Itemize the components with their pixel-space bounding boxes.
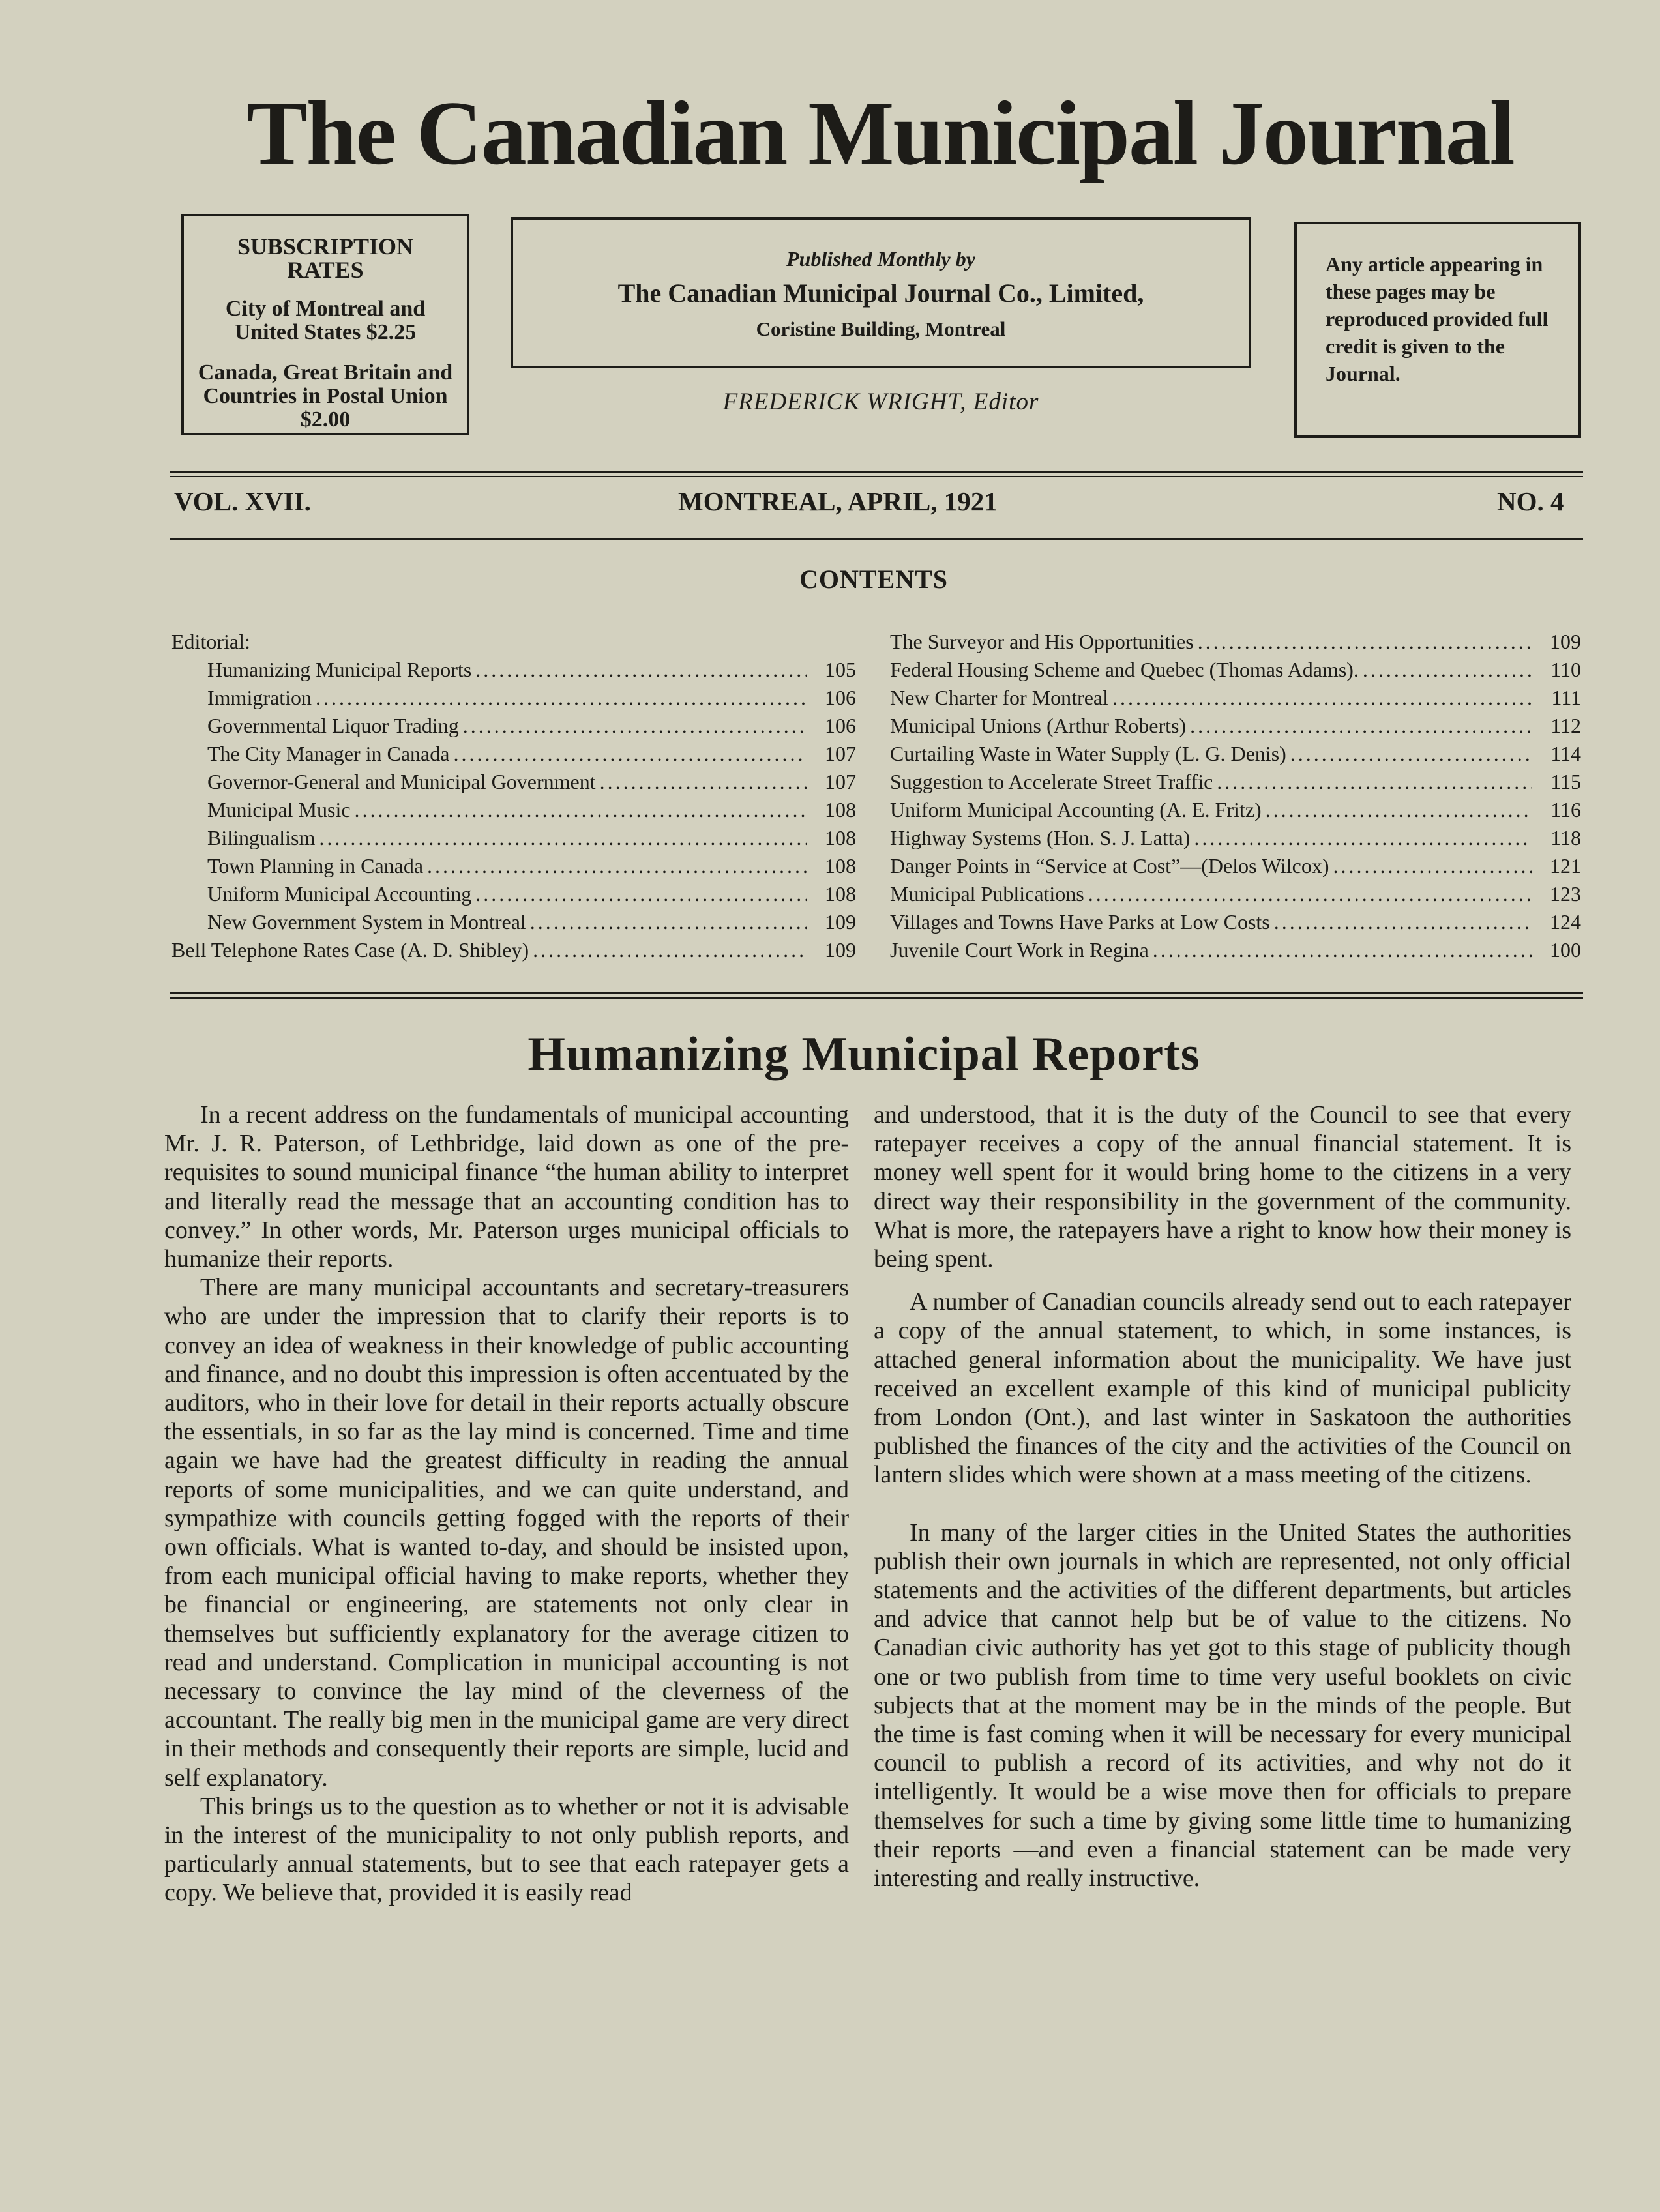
article-paragraph: In many of the larger cities in the United States the authorities publish their own journals in which are represented, not only official statements and the activities of the different departments, but articles and advice that cannot help but be of value to the citizens. No Canadian civic authority has yet got to this stage of publicity though one or two publish from time to time very useful booklets on civic subjects that at the moment may be in the minds of the people. But the time is fast coming when it will be necessary for every municipal council to publish a record of its activities, and why not do it intelligently. It would be a wise move then for officials to prepare themselves for such a time by giving some little time to humanizing their reports —and even a financial statement can be made very interesting and really instructive. (874, 1518, 1571, 1893)
editorial-label: Editorial: (171, 630, 250, 653)
article-paragraph: A number of Canadian councils already send out to each ratepayer a copy of the annual statement, to which, in some instances, is attached general information about the municipality. We have just received an excellent example of this kind of municipal publicity from London (Ont.), and last winter in Saskatoon the authorities published the finances of the city and the activities of the Council on lantern slides which were shown at a mass meeting of the citizens. (874, 1288, 1571, 1489)
toc-item[interactable]: Uniform Municipal Accounting ..... 108 (171, 880, 856, 908)
editor-credit: FREDERICK WRIGHT, Editor (722, 389, 1039, 415)
issue-number: NO. 4 (1497, 486, 1564, 516)
published-monthly-label: Published Monthly by (786, 247, 975, 271)
toc-item[interactable]: New Charter for Montreal ..... 111 (890, 684, 1581, 712)
toc-item[interactable]: Danger Points in “Service at Cost”—(Delos Wilcox) ..... 121 (890, 852, 1581, 880)
toc-item[interactable]: Governor-General and Municipal Government ..... 107 (171, 768, 856, 796)
subscription-rates-box (181, 214, 469, 435)
toc-item[interactable]: Immigration ..... 106 (171, 684, 856, 712)
issue-date: MONTREAL, APRIL, 1921 (678, 486, 998, 516)
article-paragraph: There are many municipal accountants and secretary-treasurers who are under the impression that to clarify their reports is to convey an idea of weakness in their knowledge of public accounting and finance, and no doubt this impression is often accentuated by the auditors, who in their love for detail in their reports actually obscure the essentials, in so far as the lay mind is concerned. Time and time again we have had the greatest difficulty in reading the annual reports of some municipalities, and we can quite understand, and sympathize with councils getting fogged with the reports of their own officials. What is wanted to-day, and should be insisted upon, from each municipal official having to make reports, whether they be financial or engineering, are statements not only clear in themselves but sufficiently explanatory for the average citizen to read and understand. Complication in municipal accounting is not necessary to convince the lay mind of the cleverness of the accountant. The really big men in the municipal game are very direct in their methods and consequently their reports are simple, lucid and self explanatory. (164, 1274, 849, 1792)
toc-item[interactable]: Municipal Unions (Arthur Roberts) ..... 112 (890, 712, 1581, 740)
contents-title: CONTENTS (799, 565, 949, 594)
toc-item[interactable]: Governmental Liquor Trading ..... 106 (171, 712, 856, 740)
toc-item[interactable]: The Surveyor and His Opportunities ..... 109 (890, 628, 1581, 656)
toc-item[interactable]: New Government System in Montreal ..... 109 (171, 908, 856, 936)
toc-item[interactable]: Town Planning in Canada ..... 108 (171, 852, 856, 880)
toc-item[interactable]: Suggestion to Accelerate Street Traffic ..... 115 (890, 768, 1581, 796)
article-paragraph: In a recent address on the fundamentals of municipal accounting Mr. J. R. Paterson, of Lethbridge, laid down as one of the pre-requisites to sound municipal finance “the human ability to interpret and literally read the message that an accounting condition has to convey.” In other words, Mr. Paterson urges municipal officials to humanize their reports. (164, 1101, 849, 1273)
divider (170, 997, 1583, 999)
toc-item[interactable]: Villages and Towns Have Parks at Low Costs ..... 124 (890, 908, 1581, 936)
subscription-rate-postal: Canada, Great Britain and Countries in Postal Union $2.00 (198, 361, 453, 432)
contents-right-column (890, 628, 1581, 964)
publisher-address: Coristine Building, Montreal (756, 317, 1006, 340)
toc-item[interactable]: Humanizing Municipal Reports ..... 105 (171, 656, 856, 684)
divider (170, 538, 1583, 540)
toc-item[interactable]: Bell Telephone Rates Case (A. D. Shibley) ..... 109 (171, 936, 856, 964)
article-left-column (164, 1100, 849, 1908)
toc-item[interactable]: Curtailing Waste in Water Supply (L. G. Denis) ..... 114 (890, 740, 1581, 768)
publisher-box (511, 217, 1251, 368)
reproduction-notice-box (1294, 222, 1581, 438)
divider (170, 471, 1583, 473)
publisher-company: The Canadian Municipal Journal Co., Limited, (617, 278, 1144, 308)
toc-item[interactable]: Juvenile Court Work in Regina ..... 100 (890, 936, 1581, 964)
toc-item[interactable]: Municipal Music ..... 108 (171, 796, 856, 824)
contents-left-column (171, 628, 856, 964)
toc-item[interactable]: Municipal Publications ..... 123 (890, 880, 1581, 908)
article-title: Humanizing Municipal Reports (527, 1027, 1200, 1081)
article-right-column (874, 1100, 1571, 1893)
toc-item[interactable]: Bilingualism ..... 108 (171, 824, 856, 852)
article-paragraph: and understood, that it is the duty of the Council to see that every ratepayer receives a copy of the annual financial statement. It is money well spent for it would bring home to the citizens in a very direct way their responsibility in the government of the community. What is more, the ratepayers have a right to know how their money is being spent. (874, 1101, 1571, 1273)
divider (170, 992, 1583, 994)
toc-item[interactable]: The City Manager in Canada ..... 107 (171, 740, 856, 768)
subscription-heading: SUBSCRIPTION RATES (237, 233, 414, 283)
masthead-title: The Canadian Municipal Journal (246, 83, 1514, 184)
toc-item[interactable]: Highway Systems (Hon. S. J. Latta) ..... 118 (890, 824, 1581, 852)
toc-item[interactable]: Uniform Municipal Accounting (A. E. Fritz) ..... 116 (890, 796, 1581, 824)
toc-item[interactable]: Federal Housing Scheme and Quebec (Thomas Adams). ..... 110 (890, 656, 1581, 684)
subscription-rate-local: City of Montreal and United States $2.25 (225, 297, 426, 344)
reproduction-notice-text: Any article appearing in these pages may be reproduced provided full credit is given to the Journal. (1326, 252, 1549, 385)
article-paragraph: This brings us to the question as to whether or not it is advisable in the interest of the municipality to not only publish reports, and particularly annual statements, but to see that each ratepayer gets a copy. We believe that, provided it is easily read (164, 1792, 849, 1907)
issue-volume: VOL. XVII. (174, 486, 311, 516)
divider (170, 476, 1583, 477)
